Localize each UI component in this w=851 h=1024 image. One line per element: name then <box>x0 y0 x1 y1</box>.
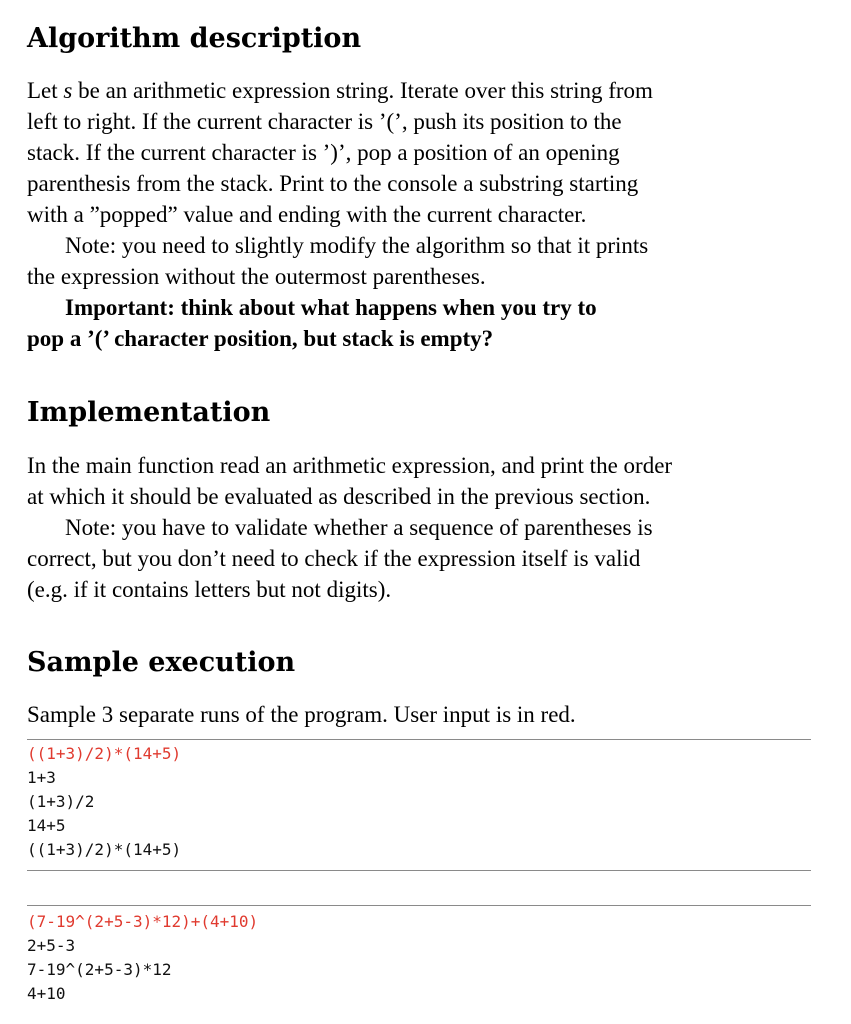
run-1-output-line: 14+5 <box>27 816 66 835</box>
implementation-note-line-1: Note: you have to validate whether a sequence of parentheses is <box>65 515 653 540</box>
implementation-note-line-2: correct, but you don’t need to check if the expression itself is valid <box>27 546 641 571</box>
run-2-output-line: 7-19^(2+5-3)*12 <box>27 960 172 979</box>
sample-intro-line: Sample 3 separate runs of the program. User input is in red. <box>27 702 576 727</box>
algorithm-line-4: parenthesis from the stack. Print to the console a substring starting <box>27 171 639 196</box>
algorithm-line-1: Let s be an arithmetic expression string. Iterate over this string from <box>27 78 653 103</box>
run-1-output-line: 1+3 <box>27 768 56 787</box>
sample-run-1 <box>27 739 811 871</box>
run-1-output-line: ((1+3)/2)*(14+5) <box>27 840 182 859</box>
run-1-output-line: (1+3)/2 <box>27 792 95 811</box>
run-1-user-input: ((1+3)/2)*(14+5) <box>27 744 182 763</box>
algorithm-paragraph <box>27 75 811 354</box>
algorithm-note-line-2: the expression without the outermost parentheses. <box>27 264 486 289</box>
run-2-output-line: 2+5-3 <box>27 936 76 955</box>
algorithm-line-3: stack. If the current character is ’)’, pop a position of an opening <box>27 140 620 165</box>
sample-intro <box>27 699 811 730</box>
heading-implementation: Implementation <box>27 397 271 428</box>
algorithm-line-5: with a ”popped” value and ending with the current character. <box>27 202 587 227</box>
heading-sample-execution: Sample execution <box>27 647 296 678</box>
variable-s: s <box>63 78 73 103</box>
implementation-note-line-3: (e.g. if it contains letters but not digits). <box>27 577 392 602</box>
algorithm-note-line-1: Note: you need to slightly modify the algorithm so that it prints <box>65 233 649 258</box>
important-line-2: pop a ’(’ character position, but stack is empty? <box>27 326 494 351</box>
implementation-line-1: In the main function read an arithmetic expression, and print the order <box>27 453 673 478</box>
run-2-output-line: 4+10 <box>27 984 66 1003</box>
sample-run-2 <box>27 905 811 1006</box>
important-line-1: Important: think about what happens when you try to <box>65 295 597 320</box>
heading-algorithm-description: Algorithm description <box>27 23 362 54</box>
run-2-user-input: (7-19^(2+5-3)*12)+(4+10) <box>27 912 259 931</box>
implementation-paragraph <box>27 450 811 605</box>
algorithm-line-2: left to right. If the current character is ’(’, push its position to the <box>27 109 622 134</box>
implementation-line-2: at which it should be evaluated as described in the previous section. <box>27 484 651 509</box>
